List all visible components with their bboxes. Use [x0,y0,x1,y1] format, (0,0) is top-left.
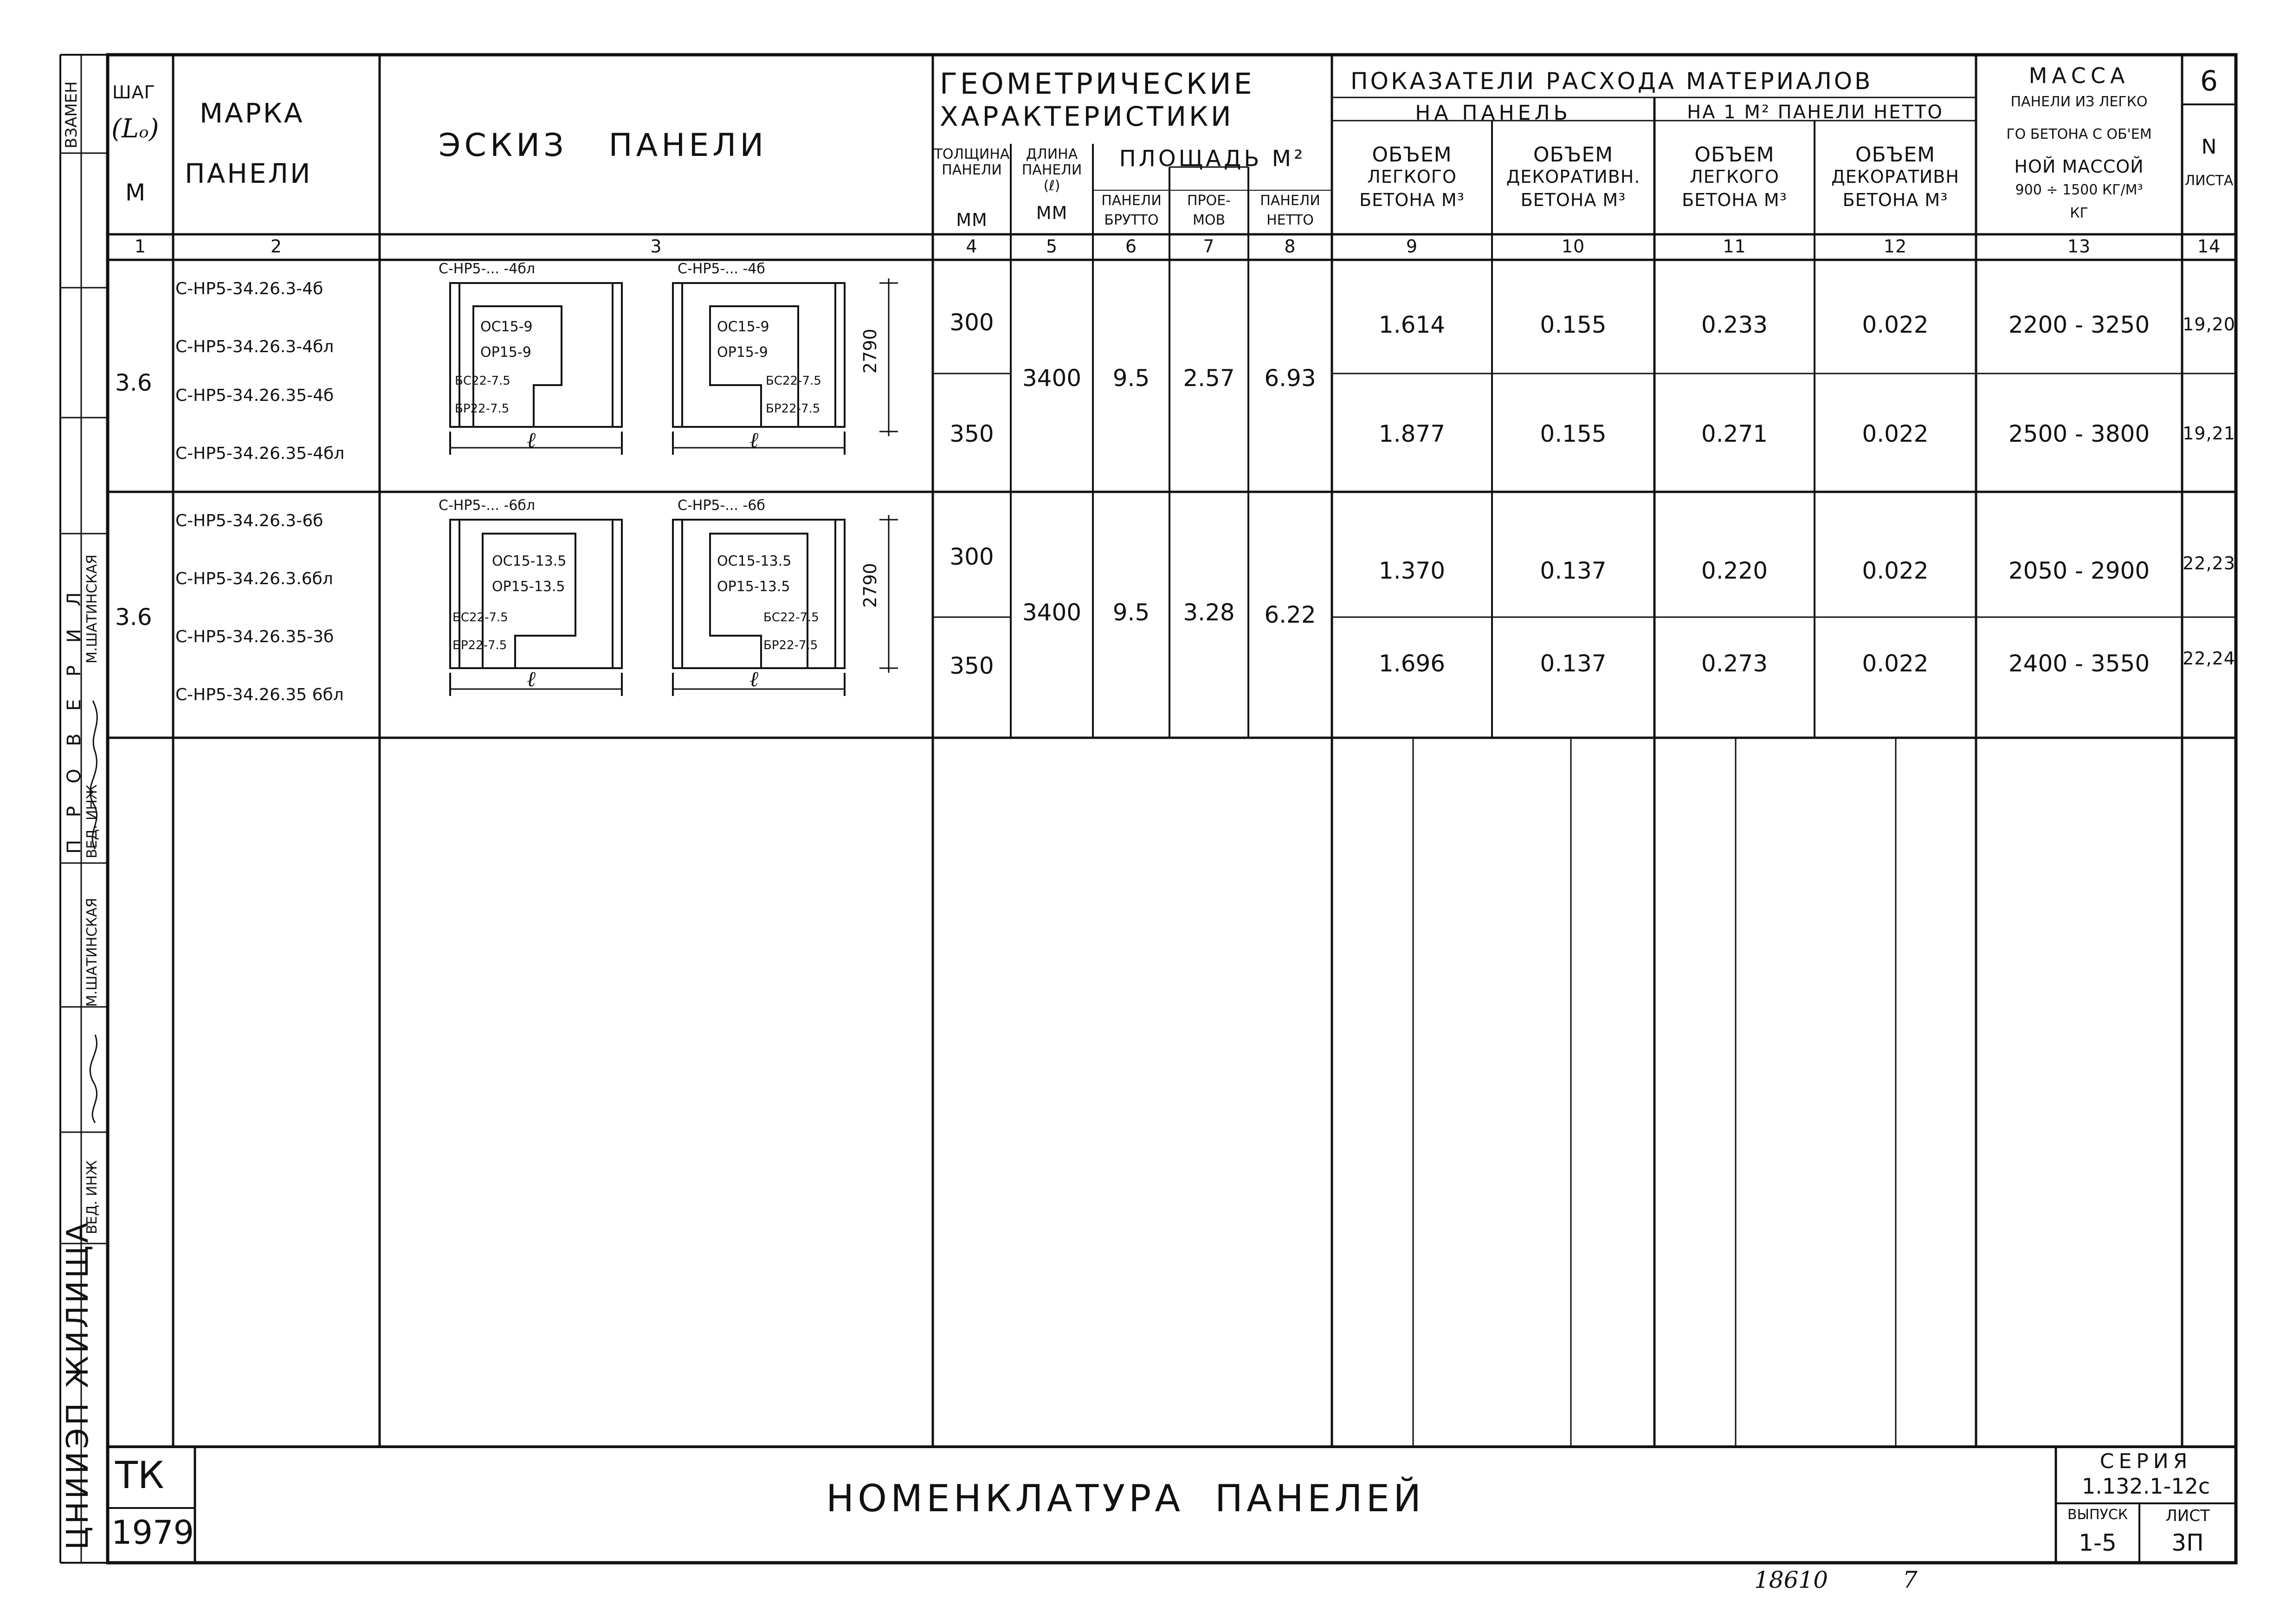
col-num-7: 7 [1203,236,1215,257]
col-num-13: 13 [2067,236,2091,257]
g1-height-dim: 2790 [860,329,880,374]
g2-door-bottom-left: БР22-7.5 [452,638,507,652]
g1-mark-4: С-НР5-34.26.35-4бл [175,444,345,463]
g2-thickness-1: 300 [949,543,994,570]
hdr-mark-1: МАРКА [200,97,304,129]
g1-door-bottom-right: БР22-7.5 [766,402,820,416]
hdr-sheet-1: N [2201,135,2217,159]
outer-frame [108,55,2236,1563]
hdr-area: ПЛОЩАДЬ М² [1119,146,1306,172]
g2-mark-3: С-НР5-34.26.35-3б [175,627,334,646]
hdr-length-3: (ℓ) [1043,178,1060,194]
g2-mark-1: С-НР5-34.26.3-6б [175,511,323,530]
g2-door-top-left: БС22-7.5 [452,611,508,625]
hdr-mass-2: ПАНЕЛИ ИЗ ЛЕГКО [2010,94,2148,110]
g2-length-sym-left: ℓ [527,666,536,691]
stamp-eng2-name: М.ШАТИНСКАЯ [84,898,100,1007]
hdr-vol-dec-3: БЕТОНА М³ [1520,190,1626,210]
col-num-10: 10 [1561,236,1585,257]
g2-window-top-left: ОС15-13.5 [492,553,567,569]
signature-2 [84,1016,107,1128]
g2-mark-4: С-НР5-34.26.35 6бл [175,685,344,704]
g1-area-openings: 2.57 [1183,365,1235,392]
hdr-materials: ПОКАЗАТЕЛИ РАСХОДА МАТЕРИАЛОВ [1350,68,1873,95]
stamp-vzamen: ВЗАМЕН [62,81,81,148]
g2-r1-mass: 2050 - 2900 [2008,557,2150,584]
g1-thickness-2: 350 [949,420,994,447]
hdr-mass-1: МАССА [2028,63,2130,88]
g1-r2-vol-light-m2: 0.271 [1701,420,1768,447]
hdr-vol-light-1: ОБЪЕМ [1372,143,1452,167]
hdr-mass-4: НОЙ МАССОЙ [2014,156,2144,177]
hdr-vol-light-m2-1: ОБЪЕМ [1694,143,1775,167]
g2-r2-vol-dec: 0.137 [1540,650,1607,677]
hdr-area-open-2: МОВ [1192,212,1226,228]
g1-r1-vol-light-m2: 0.233 [1701,311,1768,338]
g1-r1-mass: 2200 - 3250 [2008,311,2150,338]
g1-r2-vol-light: 1.877 [1378,420,1446,447]
hdr-step: ШАГ [112,82,155,103]
hdr-vol-dec-2: ДЕКОРАТИВН. [1506,167,1641,187]
g2-length: 3400 [1022,599,1082,626]
hdr-vol-dec-m2-3: БЕТОНА М³ [1842,190,1948,210]
g1-window-top-right: ОС15-9 [717,319,769,335]
title-sheet-label: ЛИСТ [2165,1507,2210,1525]
g2-mark-2: С-НР5-34.26.3.6бл [175,569,333,588]
hdr-area-gross-2: БРУТТО [1104,212,1159,228]
col-num-8: 8 [1284,236,1296,257]
hdr-per-panel: НА ПАНЕЛЬ [1415,101,1571,125]
g1-mark-1: С-НР5-34.26.3-4б [175,279,323,298]
g2-r2-vol-light: 1.696 [1378,650,1446,677]
g2-door-bottom-right: БР22-7.5 [763,638,818,652]
col-num-14: 14 [2197,236,2221,257]
g1-door-top-right: БС22-7.5 [766,374,821,388]
g2-r1-vol-dec: 0.137 [1540,557,1607,584]
g1-sketch-right-title: С-НР5-... -4б [678,261,765,277]
g1-sketch-left-title: С-НР5-... -4бл [439,261,536,277]
g2-area-net: 6.22 [1264,601,1316,628]
g1-length: 3400 [1022,365,1082,392]
g2-length-sym-right: ℓ [749,666,759,691]
hdr-thickness-1: ТОЛЩИНА [934,146,1010,162]
g2-r1-vol-light-m2: 0.220 [1701,557,1768,584]
g2-window-bottom-left: ОР15-13.5 [492,579,565,595]
hdr-mass-3: ГО БЕТОНА С ОБ'ЕМ [2006,126,2152,142]
title-issue: 1-5 [2079,1529,2117,1556]
g2-r2-mass: 2400 - 3550 [2008,650,2150,677]
col-num-12: 12 [1883,236,1907,257]
hdr-area-net-1: ПАНЕЛИ [1260,193,1320,209]
g1-length-sym-right: ℓ [749,427,759,452]
page-title: НОМЕНКЛАТУРА ПАНЕЛЕЙ [826,1477,1425,1520]
hdr-vol-dec-1: ОБЪЕМ [1533,143,1614,167]
title-sheet: 3П [2171,1529,2204,1556]
title-org-code: ТК [115,1454,164,1497]
col-num-6: 6 [1125,236,1137,257]
hdr-sheet-2: ЛИСТА [2184,173,2234,189]
hdr-mass-6: КГ [2070,205,2088,221]
g1-thickness-1: 300 [949,309,994,336]
hdr-length-1: ДЛИНА [1026,146,1078,162]
hdr-thickness-unit: ММ [956,210,988,230]
hdr-geom-1: ГЕОМЕТРИЧЕСКИЕ [940,67,1255,101]
hdr-area-open-1: ПРОЕ- [1187,193,1231,209]
hdr-area-net-2: НЕТТО [1266,212,1314,228]
hdr-vol-light-2: ЛЕГКОГО [1367,167,1457,187]
stamp-checked: П Р О В Е Р И Л [64,584,85,854]
g1-door-top-left: БС22-7.5 [455,374,510,388]
g2-r2-vol-light-m2: 0.273 [1701,650,1768,677]
g1-area-net: 6.93 [1264,365,1316,392]
hdr-thickness-2: ПАНЕЛИ [942,162,1002,178]
hdr-step-unit: М [125,179,146,206]
g1-door-bottom-left: БР22-7.5 [455,402,510,416]
col-num-4: 4 [966,236,978,257]
hdr-vol-light-m2-2: ЛЕГКОГО [1690,167,1779,187]
hdr-vol-light-3: БЕТОНА М³ [1359,190,1465,210]
g1-window-bottom-left: ОР15-9 [480,344,531,361]
col-num-5: 5 [1046,236,1058,257]
g1-r1-vol-dec-m2: 0.022 [1862,311,1929,338]
hdr-mass-5: 900 ÷ 1500 КГ/М³ [2015,182,2143,198]
col-num-1: 1 [134,236,147,257]
col-num-11: 11 [1723,236,1746,257]
signature-1 [84,682,107,858]
g1-r1-vol-light: 1.614 [1378,311,1446,338]
g2-area-gross: 9.5 [1112,599,1150,626]
g1-r2-vol-dec: 0.155 [1540,420,1607,447]
g2-r2-vol-dec-m2: 0.022 [1862,650,1929,677]
col-num-9: 9 [1406,236,1418,257]
stamp-org: ЦНИИЭП ЖИЛИЩА [61,1219,95,1550]
footer-page: 7 [1903,1566,1918,1593]
hdr-vol-light-m2-3: БЕТОНА М³ [1682,190,1787,210]
g2-step: 3.6 [115,604,152,631]
g2-r1-vol-dec-m2: 0.022 [1862,557,1929,584]
stamp-eng2-role: ВЕД. ИНЖ [84,1160,100,1234]
hdr-vol-dec-m2-2: ДЕКОРАТИВН [1831,167,1959,187]
g1-sketch-right-panel [668,278,854,473]
g2-height-dim: 2790 [860,563,880,608]
g1-mark-3: С-НР5-34.26.35-4б [175,386,334,405]
g2-sketch-left-title: С-НР5-... -6бл [439,497,536,514]
hdr-length-2: ПАНЕЛИ [1021,162,1082,178]
sheet-corner-number: 6 [2200,65,2218,97]
hdr-geom-2: ХАРАКТЕРИСТИКИ [940,101,1234,132]
g1-r1-sheet: 19,20 [2183,314,2235,335]
hdr-per-m2: НА 1 М² ПАНЕЛИ НЕТТО [1687,102,1944,123]
g1-mark-2: С-НР5-34.26.3-4бл [175,337,334,356]
title-issue-label: ВЫПУСК [2067,1507,2128,1523]
hdr-length-unit: ММ [1036,203,1068,223]
g1-step: 3.6 [115,369,152,396]
stamp-eng1-name: М.ШАТИНСКАЯ [84,554,100,664]
hdr-area-gross-1: ПАНЕЛИ [1101,193,1162,209]
g2-window-bottom-right: ОР15-13.5 [717,579,790,595]
g2-sketch-right-title: С-НР5-... -6б [678,497,765,514]
hdr-step-sym: (Lₒ) [111,114,159,144]
title-year: 1979 [111,1514,194,1552]
g2-door-top-right: БС22-7.5 [763,611,819,625]
g1-area-gross: 9.5 [1112,365,1150,392]
g2-window-top-right: ОС15-13.5 [717,553,792,569]
hdr-sketch: ЭСКИЗ ПАНЕЛИ [439,127,768,164]
g2-r2-sheet: 22,24 [2183,648,2235,669]
g1-r1-vol-dec: 0.155 [1540,311,1607,338]
col-num-3: 3 [650,236,662,257]
g2-r1-vol-light: 1.370 [1378,557,1446,584]
g1-length-sym-left: ℓ [527,427,536,452]
hdr-mark-2: ПАНЕЛИ [185,158,312,189]
footer-code: 18610 [1754,1566,1828,1593]
title-series: 1.132.1-12с [2082,1474,2210,1499]
g2-sketch-right-panel [668,515,854,710]
col-num-2: 2 [270,236,283,257]
g2-r1-sheet: 22,23 [2183,553,2235,574]
title-series-label: СЕРИЯ [2099,1450,2192,1473]
stamp-eng1-role: ВЕД. ИНЖ [84,784,100,858]
g1-r2-mass: 2500 - 3800 [2008,420,2150,447]
g1-window-top-left: ОС15-9 [480,319,533,335]
g1-r2-sheet: 19,21 [2183,423,2235,444]
g2-thickness-2: 350 [949,652,994,679]
g1-window-bottom-right: ОР15-9 [717,344,768,361]
g1-r2-vol-dec-m2: 0.022 [1862,420,1929,447]
g2-area-openings: 3.28 [1183,599,1235,626]
hdr-vol-dec-m2-1: ОБЪЕМ [1855,143,1936,167]
